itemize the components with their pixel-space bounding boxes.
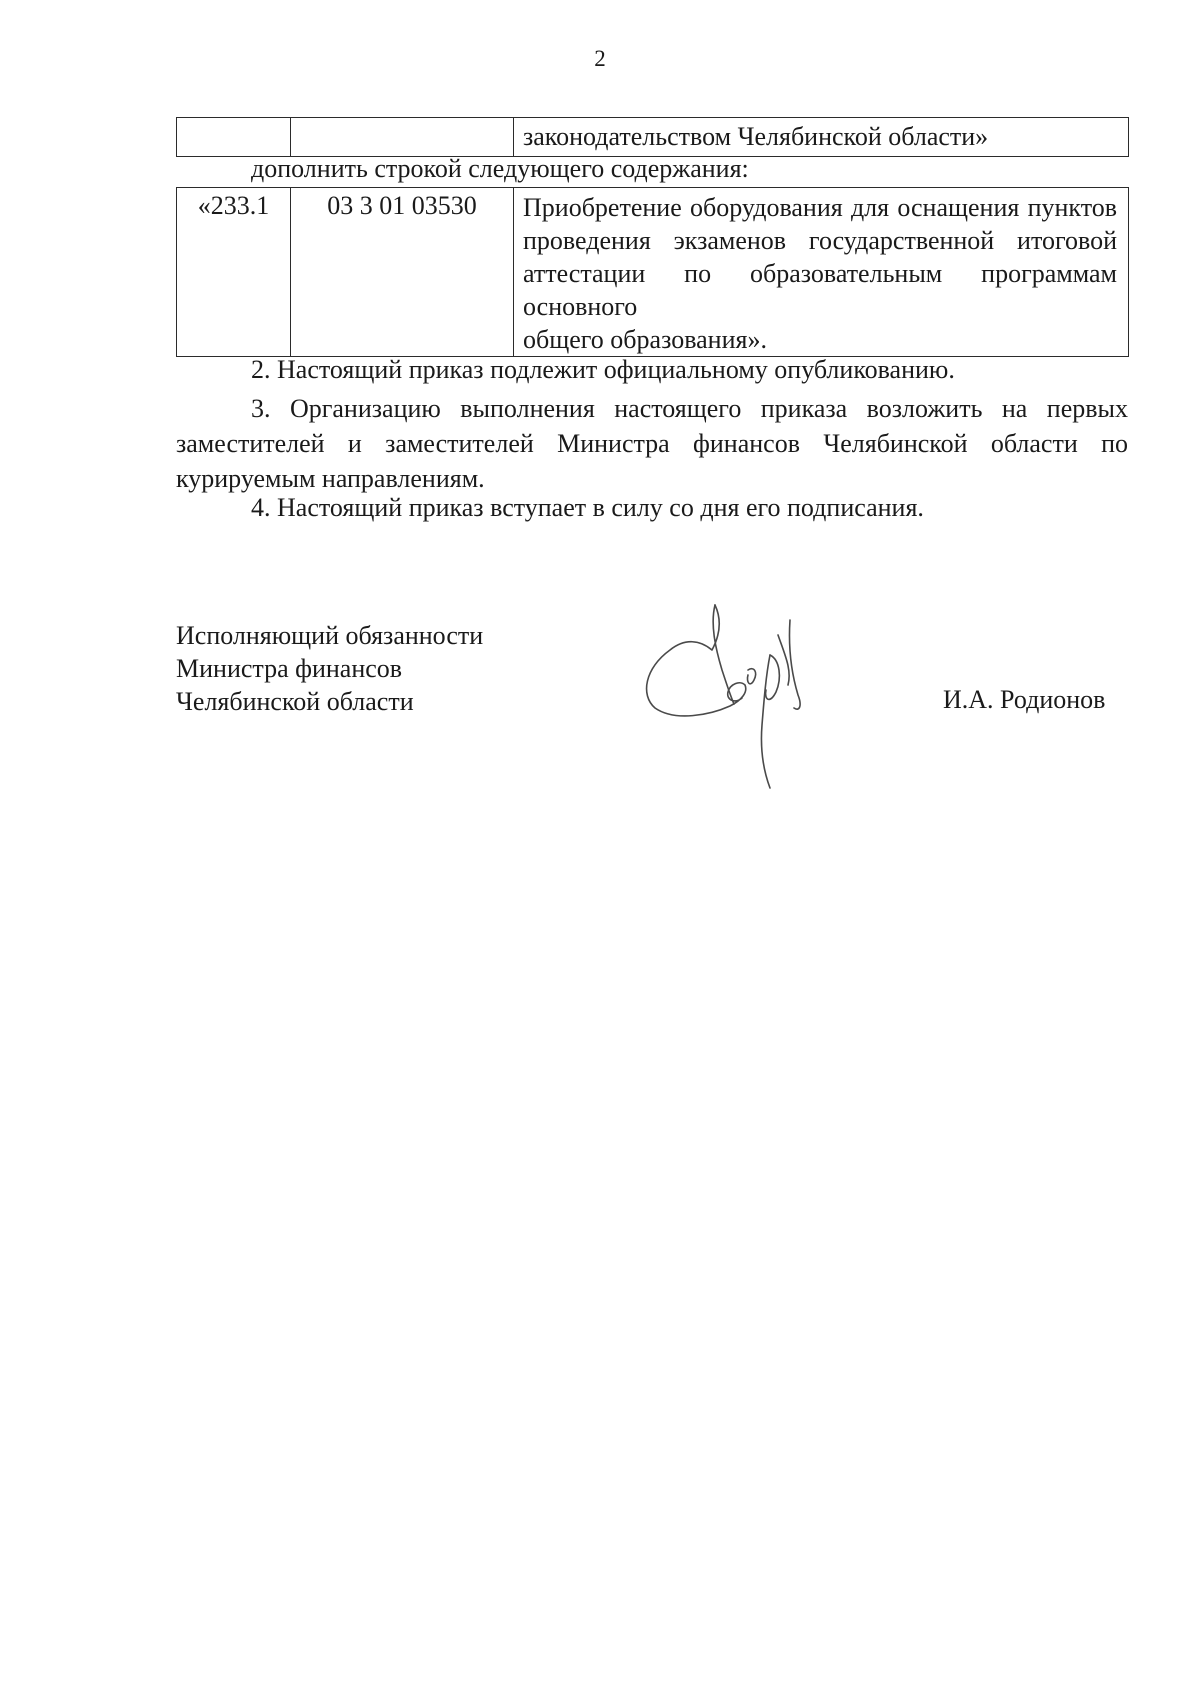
table-row — [177, 118, 1129, 157]
signer-position-line: Челябинской области — [176, 687, 414, 716]
description-cell — [514, 188, 1129, 357]
description-line: Приобретение оборудования для оснащения — [523, 193, 1020, 222]
budget-code-cell — [291, 118, 514, 157]
signer-position — [176, 619, 483, 718]
description-line: пунктов проведения экзаменов — [523, 193, 1118, 255]
signer-name: И.А. Родионов — [943, 685, 1106, 714]
table-new-row — [176, 187, 1129, 357]
signer-position-line: Министра финансов — [176, 654, 403, 683]
paragraph-execution: 3. Организацию выполнения настоящего приказа возложить на первых заместителей и заместителей Министра финансов Челябинской области по курируемым направлениям. — [176, 394, 1128, 493]
description-line: образовательным программам основного — [523, 259, 1117, 321]
description-line: государственной итоговой аттестации по — [523, 226, 1118, 288]
description-cell: законодательством Челябинской области» — [514, 118, 1129, 157]
page-number: 2 — [594, 46, 606, 71]
paragraph-effective-date: 4. Настоящий приказ вступает в силу со дня его подписания. — [251, 493, 924, 522]
handwritten-signature — [630, 600, 830, 795]
row-number-cell — [177, 118, 291, 157]
intro-text: дополнить строкой следующего содержания: — [251, 154, 749, 183]
row-number-cell: «233.1 — [177, 188, 291, 357]
signer-position-line: Исполняющий обязанности — [176, 621, 484, 650]
description-line: общего образования». — [523, 325, 767, 354]
table-previous-row — [176, 117, 1129, 157]
budget-code-cell: 03 3 01 03530 — [291, 188, 514, 357]
table-row — [177, 188, 1129, 357]
paragraph-publication: 2. Настоящий приказ подлежит официальному опубликованию. — [251, 355, 955, 384]
